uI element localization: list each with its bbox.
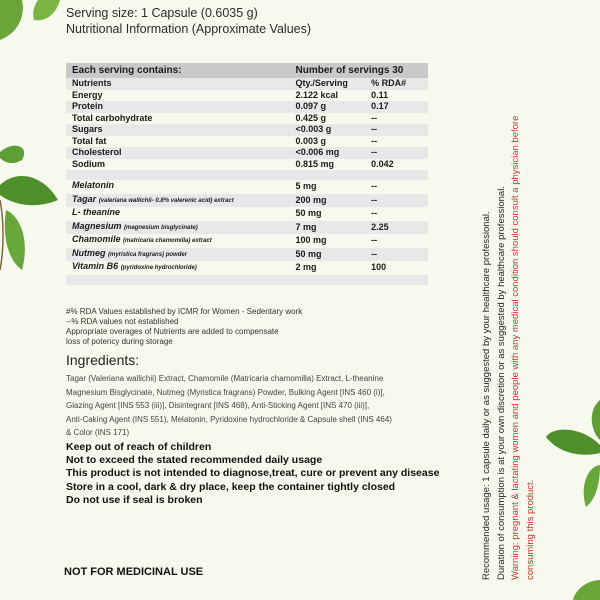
active-name: Vitamin B6 (pyridoxine hydrochloride) [66,261,290,275]
serving-size: Serving size: 1 Capsule (0.6035 g) [66,6,258,20]
table-row [66,90,428,102]
warning-line: Keep out of reach of children [66,441,212,453]
not-for-medicinal-use: NOT FOR MEDICINAL USE [64,566,204,578]
nutrient-name: Protein [66,101,290,113]
active-qty: 5 mg [290,180,366,194]
warning-line: Store in a cool, dark & dry place, keep the container tightly closed [66,480,396,493]
table-row [66,194,428,208]
header-each-serving: Each serving contains: [66,63,290,78]
label-panel [60,0,480,600]
active-name: Chamomile (matricaria chamomilla) extract [66,234,290,248]
header-servings: Number of servings 30 [290,63,428,78]
active-qty: 7 mg [290,221,366,235]
table-row [66,180,428,194]
nutrient-rda: -- [365,136,428,148]
nutrient-qty: <0.006 mg [290,147,366,159]
nutrient-name: Energy [66,90,290,102]
active-rda: -- [365,180,428,194]
active-qty: 100 mg [290,234,366,248]
active-rda: -- [365,234,428,248]
ingredients-title: Ingredients: [66,352,140,368]
nutrient-qty: 2.122 kcal [290,90,366,102]
warning-line: Do not use if seal is broken [66,493,203,506]
nutrient-qty: 0.003 g [290,136,366,148]
nutrient-rda: -- [365,113,428,125]
table-subheader [66,78,428,90]
nutrient-rda: 0.042 [365,159,428,171]
table-row [66,248,428,262]
active-name: Nutmeg (myristica fragrans) powder [66,248,290,262]
subheader-nutrients: Nutrients [66,78,290,90]
ingredients-line: Magnesium Bisglycinate, Nutmeg (Myristica fragrans) Powder, Bulking Agent [INS 460 (i)], [66,387,385,397]
table-row [66,261,428,275]
table-row [66,147,428,159]
table-row [66,113,428,125]
usage-line: Duration of consumption is at your own discretion or as suggested by healthcare professional. [495,186,507,580]
ingredients-line: & Color (INS 171) [66,428,130,438]
note-line: #% RDA Values established by ICMR for Women - Sedentary work [66,307,303,316]
table-row [66,234,428,248]
usage-line: Recommended usage: 1 capsule daily or as suggested by your healthcare professional. [481,211,492,580]
nutrient-name: Sodium [66,159,290,171]
active-rda: 100 [365,261,428,275]
serving-info [66,5,311,37]
nutrient-name: Cholesterol [66,147,290,159]
active-qty: 2 mg [290,261,366,275]
nutrient-rda: 0.11 [365,90,428,102]
nutrient-rda: -- [365,147,428,159]
table-row [66,221,428,235]
nutrient-name: Sugars [66,124,290,136]
table-row [66,101,428,113]
nutrient-qty: 0.815 mg [290,159,366,171]
active-name: L- theanine [66,207,290,221]
table-row [66,207,428,221]
medical-warning-line: consuming this product. [524,479,536,580]
nutrient-name: Total carbohydrate [66,113,290,125]
table-row [66,124,428,136]
nutrient-rda: -- [365,124,428,136]
active-rda: -- [365,207,428,221]
note-line: Appropriate overages of Nutrients are added to compensate [66,327,279,336]
table-header [66,63,428,78]
table-row [66,159,428,171]
note-line: loss of potency during storage [66,337,173,346]
ingredients-line: Glazing Agent [INS 553 (iii)], Disintegrant [INS 468), Anti-Sticking Agent [INS 470 (iii)], [66,401,370,411]
nutrient-qty: 0.097 g [290,101,366,113]
warning-line: Not to exceed the stated recommended daily usage [66,454,323,467]
nutrient-name: Total fat [66,136,290,148]
table-divider [66,170,428,180]
active-rda: -- [365,194,428,208]
table-row [66,136,428,148]
active-name: Melatonin [66,180,290,194]
note-line: --% RDA values not established [66,317,179,326]
active-rda: 2.25 [365,221,428,235]
leaf-left-branch-icon [0,140,60,280]
subheader-qty: Qty./Serving [290,78,366,90]
active-qty: 200 mg [290,194,366,208]
medical-warning-line: Warning: pregnant & lactating women and people with any medical condition should consult a physician before [510,115,522,580]
side-text-panel [480,0,600,600]
active-rda: -- [365,248,428,262]
ingredients-line: Anti-Caking Agent (INS 551), Melatonin, Pyridoxine hydrochloride & Capsule shell (INS 464) [66,414,392,424]
leaf-top-left-icon [0,0,60,60]
nutrient-qty: 0.425 g [290,113,366,125]
warning-line: This product is not intended to diagnose,treat, cure or prevent any disease [66,467,440,480]
rda-notes [66,307,302,347]
nutrition-table [66,63,428,285]
warnings-block [66,441,439,507]
active-name: Magnesium (magnesium bisglycinate) [66,221,290,235]
nutrition-title: Nutritional Information (Approximate Values) [66,22,312,36]
rotated-text [480,0,538,580]
active-qty: 50 mg [290,248,366,262]
subheader-rda: % RDA# [365,78,428,90]
active-name: Tagar (valeriana wallichii- 0.8% valerenic acid) extract [66,194,290,208]
nutrient-rda: 0.17 [365,101,428,113]
ingredients-line: Tagar (Valeriana wallichii) Extract, Chamomile (Matricaria chamomilla) Extract, L-theanine [66,374,384,383]
ingredients-list [66,372,418,440]
active-qty: 50 mg [290,207,366,221]
table-divider [66,275,428,285]
nutrient-qty: <0.003 g [290,124,366,136]
